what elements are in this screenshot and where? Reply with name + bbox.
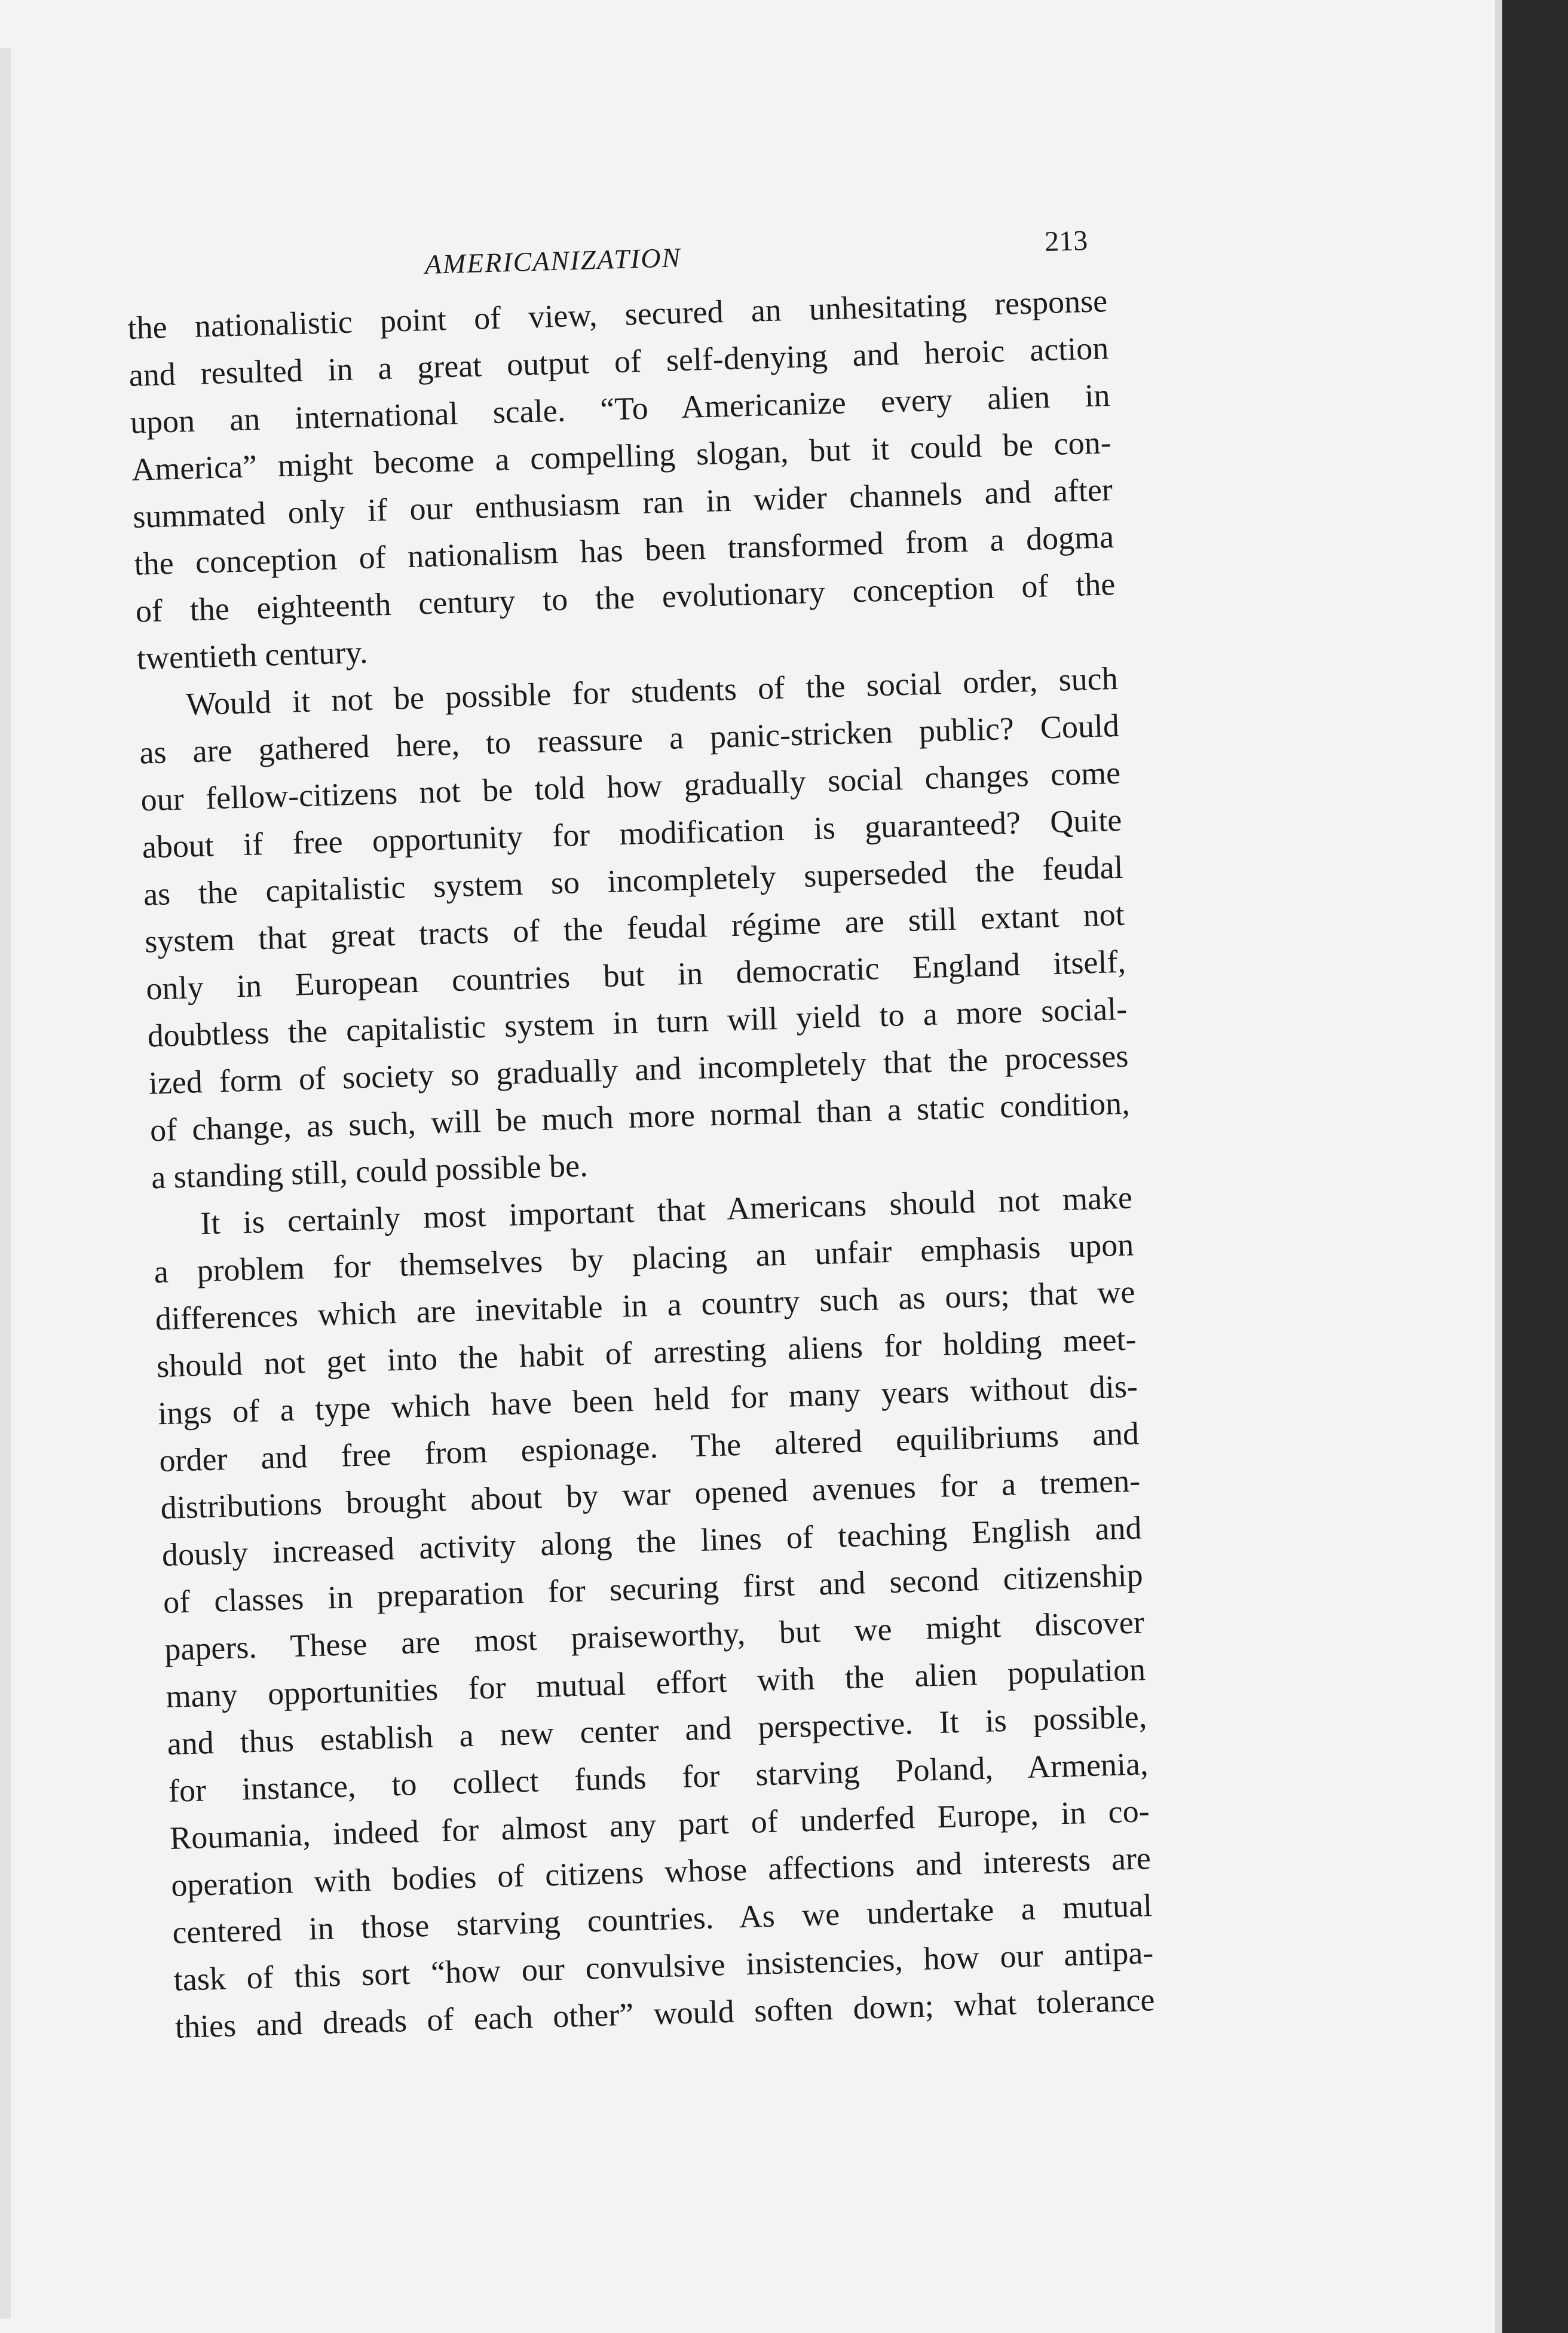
text-line: operation with bodies of citizens whose affections and interests are — [170, 1840, 1152, 1903]
text-line: of change, as such, will be much more normal than a static condition, — [149, 1085, 1131, 1149]
text-line: and resulted in a great output of self-denying and heroic action — [128, 330, 1110, 393]
text-line: our fellow-citizens not be told how gradually social changes come — [140, 754, 1121, 818]
text-line: Roumania, indeed for almost any part of underfed Europe, in co- — [169, 1793, 1150, 1856]
text-line: centered in those starving countries. As we undertake a mutual — [172, 1887, 1153, 1951]
text-line: task of this sort “how our convulsive insistencies, how our antipa- — [173, 1934, 1154, 1998]
text-line: distributions brought about by war opened avenues for a tremen- — [160, 1462, 1141, 1526]
text-line: ings of a type which have been held for many years without dis- — [157, 1368, 1138, 1432]
page-number: 213 — [1044, 225, 1088, 258]
page-text-block — [125, 223, 1155, 2051]
text-line: system that great tracts of the feudal régime are still extant not — [144, 896, 1125, 960]
text-line: of the eighteenth century to the evolutionary conception of the — [134, 565, 1116, 629]
text-line: doubtless the capitalistic system in turn will yield to a more social- — [146, 990, 1128, 1054]
paragraph-3 — [152, 1174, 1155, 2051]
text-line: order and free from espionage. The altered equilibriums and — [158, 1415, 1140, 1479]
page-left-shadow — [0, 48, 11, 2319]
text-line: many opportunities for mutual effort with the alien population — [165, 1651, 1146, 1715]
text-line: the nationalistic point of view, secured an unhesitating response — [127, 283, 1108, 346]
text-line: only in European countries but in democratic England itself, — [145, 943, 1126, 1007]
text-line: the conception of nationalism has been transformed from a dogma — [133, 519, 1114, 582]
running-title: AMERICANIZATION — [424, 242, 682, 280]
text-line: Would it not be possible for students of the social order, such — [185, 660, 1119, 722]
text-line: twentieth century. — [136, 633, 369, 676]
text-line: America” might become a compelling slogan, but it could be con- — [131, 424, 1112, 488]
text-line: thies and dreads of each other” would soften down; what tolerance — [174, 1982, 1156, 2045]
text-line: summated only if our enthusiasm ran in wider channels and after — [132, 472, 1113, 535]
text-line: and thus establish a new center and perspective. It is possible, — [166, 1698, 1147, 1762]
text-line: as are gathered here, to reassure a panic-stricken public? Could — [139, 707, 1120, 771]
text-line: as the capitalistic system so incompletely superseded the feudal — [143, 849, 1124, 913]
paragraph-1 — [127, 277, 1117, 682]
text-line: a problem for themselves by placing an unfair emphasis upon — [153, 1226, 1134, 1290]
text-line: It is certainly most important that Americans should not make — [200, 1179, 1133, 1242]
text-line: ized form of society so gradually and incompletely that the processes — [148, 1037, 1129, 1101]
text-line: for instance, to collect funds for starving Poland, Armenia, — [168, 1746, 1149, 1809]
book-edge-dark-border — [1502, 0, 1568, 2333]
text-line: of classes in preparation for securing first and second citizenship — [163, 1557, 1144, 1621]
text-line: differences which are inevitable in a country such as ours; that we — [155, 1273, 1136, 1337]
text-line: a standing still, could possible be. — [151, 1147, 589, 1196]
text-line: dously increased activity along the lines of teaching English and — [161, 1510, 1143, 1573]
text-line: should not get into the habit of arresting aliens for holding meet- — [156, 1321, 1137, 1385]
text-line: about if free opportunity for modification is guaranteed? Quite — [142, 801, 1123, 865]
paragraph-2 — [137, 655, 1132, 1201]
text-line: papers. These are most praiseworthy, but we might discover — [164, 1604, 1145, 1668]
page-gutter — [1495, 0, 1502, 2333]
text-line: upon an international scale. “To Americanize every alien in — [130, 377, 1111, 440]
